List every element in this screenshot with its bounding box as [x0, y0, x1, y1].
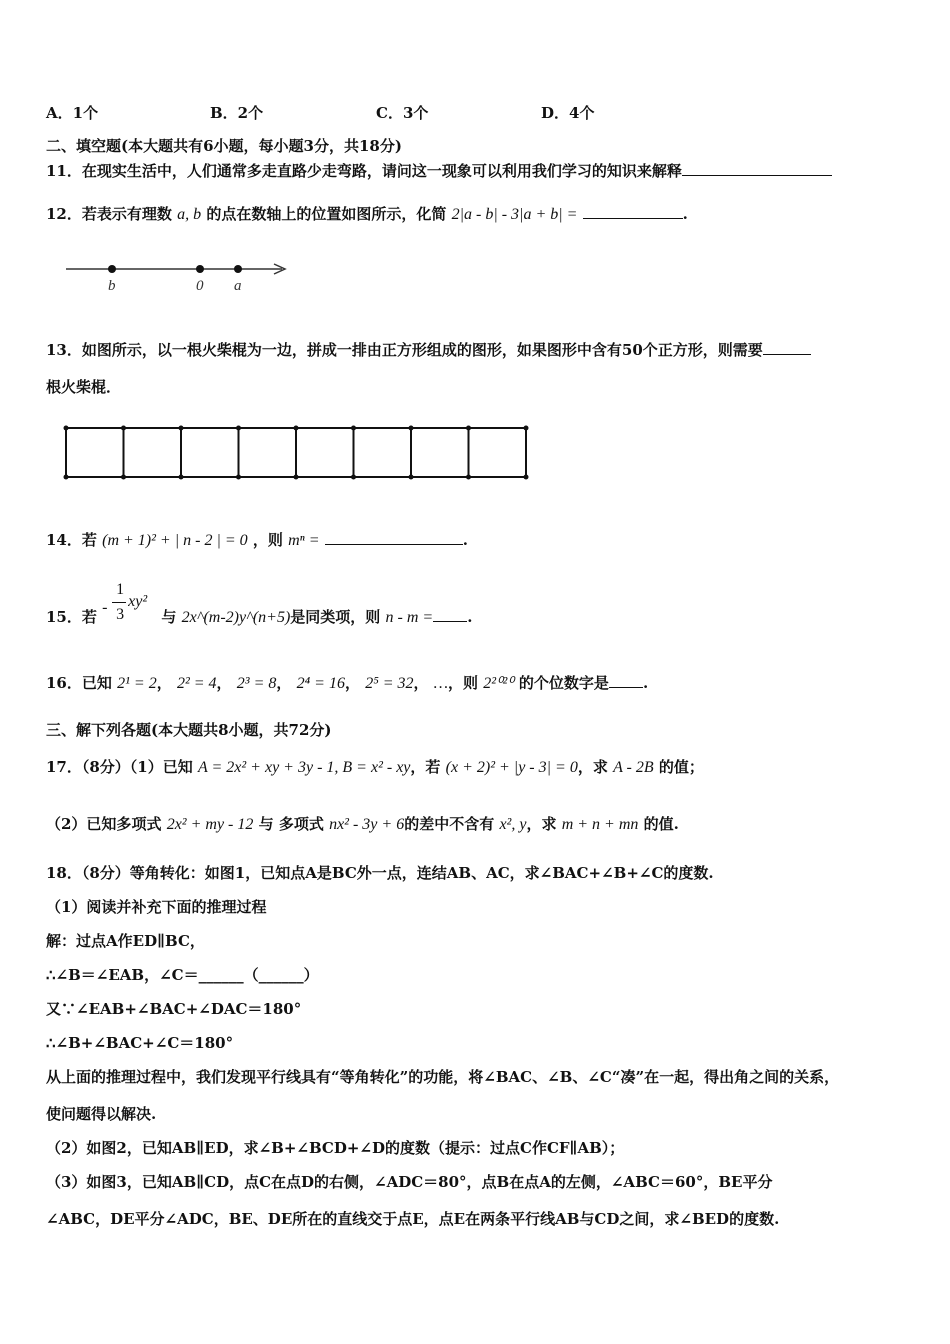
q14-expression: (m + 1)² + | n - 2 | = 0: [102, 532, 248, 549]
question-17-part1: [46, 757, 704, 778]
q18-line-5: 又∵∠EAB+∠BAC+∠DAC＝180°: [46, 1000, 302, 1018]
q16-power-2: 2² = 4: [176, 675, 217, 692]
label-b: b: [108, 278, 116, 294]
q17-2-poly2: nx² - 3y + 6: [329, 816, 405, 833]
q15-expression: n - m =: [385, 609, 434, 626]
q18-line-8: 使问题得以解决.: [46, 1105, 157, 1123]
q11-text: 11．在现实生活中，人们通常多走直路少走弯路，请问这一现象可以利用我们学习的知识来解释: [46, 162, 682, 180]
q12-expression: 2|a - b| - 3|a + b| =: [451, 206, 578, 223]
q16-ellipsis: …: [433, 675, 449, 692]
q14-end: .: [462, 531, 468, 549]
number-line-figure: [60, 258, 300, 298]
q18-line-11: ∠ABC，DE平分∠ADC，BE、DE所在的直线交于点E，点E在两条平行线AB与CD之间，求∠BED的度数.: [46, 1210, 780, 1228]
label-a: a: [234, 278, 242, 294]
q17-2-target: m + n + mn: [561, 816, 639, 833]
q14-answer-blank[interactable]: [325, 530, 463, 545]
question-13-line2: 根火柴棍．: [46, 378, 122, 396]
q16-end: .: [642, 674, 649, 692]
q18-line-1: 18．（8分）等角转化：如图1，已知点A是BC外一点，连结AB、AC，求∠BAC+∠B+∠C的度数.: [46, 864, 714, 882]
question-12: [46, 204, 688, 225]
q15-frac-num: 1: [116, 581, 125, 598]
q14-mid: ，则: [252, 531, 283, 549]
question-11: [46, 161, 832, 181]
q17-end: 的值；: [658, 758, 704, 776]
option-c: C．3个: [376, 104, 429, 122]
q11-answer-blank[interactable]: [682, 161, 832, 176]
question-16: 16．已知 2¹ = 2， 2² = 4， 2³ = 8， 2⁴ = 16， 2⁵ = 32， …，则 2²⁰²⁰ 的个位数字是 .: [46, 674, 649, 692]
q16-power-5: 2⁵ = 32: [365, 675, 414, 692]
q18-line-3: 解：过点A作ED∥BC，: [46, 932, 205, 950]
q17-2-poly1: 2x² + my - 12: [166, 816, 254, 833]
q18-line-10: （3）如图3，已知AB∥CD，点C在点D的右侧，∠ADC＝80°，点B在点A的左侧，∠ABC＝60°，BE平分: [46, 1173, 773, 1191]
point-b: [108, 265, 116, 273]
q16-power-4: 2⁴ = 16: [296, 675, 345, 692]
label-zero: 0: [196, 278, 204, 294]
q17-2-prefix: （2）已知多项式: [46, 815, 162, 833]
q16-power-3: 2³ = 8: [236, 675, 277, 692]
option-d: D．4个: [541, 104, 595, 122]
q16-answer-blank[interactable]: [609, 673, 643, 688]
q16-power-1: 2¹ = 2: [117, 675, 157, 692]
q12-mid: 的点在数轴上的位置如图所示，化简: [206, 205, 447, 223]
q18-line-7: 从上面的推理过程中，我们发现平行线具有“等角转化”的功能，将∠BAC、∠B、∠C“凑”在一起，得出角之间的关系，: [46, 1068, 840, 1086]
q12-end: .: [682, 205, 688, 223]
option-b: B．2个: [210, 104, 264, 122]
q15-mid: 与: [161, 608, 177, 626]
q17-mid: ，若: [410, 758, 441, 776]
point-a: [234, 265, 242, 273]
q14-expression-2: mⁿ =: [288, 532, 320, 549]
q16-expression: 2²⁰²⁰: [483, 675, 514, 692]
point-zero: [196, 265, 204, 273]
q12-vars: a, b: [177, 206, 202, 223]
q18-line-9: （2）如图2，已知AB∥ED，求∠B+∠BCD+∠D的度数（提示：过点C作CF∥AB）；: [46, 1139, 625, 1157]
q16-text: 的个位数字是: [518, 674, 609, 692]
q16-mid: ，则: [448, 674, 479, 692]
section-3-heading: 三、解下列各题(本大题共8小题，共72分): [46, 721, 332, 739]
q13-answer-blank[interactable]: [763, 340, 811, 355]
q17-prefix: 17．（8分）（1）已知: [46, 758, 193, 776]
q17-2-text: 的差中不含有: [404, 815, 495, 833]
section-2-heading: 二、填空题(本大题共有6小题，每小题3分，共18分): [46, 137, 402, 155]
q15-term2: 2x^(m-2)y^(n+5): [181, 609, 291, 626]
matchstick-squares-figure: [60, 422, 535, 486]
q17-2-end: 的值.: [643, 815, 679, 833]
q15-term1-vars: xy²: [128, 593, 148, 610]
q15-prefix: 15．若: [46, 608, 97, 626]
q15-frac-den: 3: [116, 606, 125, 623]
option-a: A．1个: [46, 104, 99, 122]
q15-end: .: [467, 608, 473, 626]
q17-ask: ，求: [577, 758, 608, 776]
question-14: [46, 530, 468, 551]
q12-answer-blank[interactable]: [583, 204, 683, 219]
q15-answer-blank[interactable]: [433, 607, 467, 622]
question-17-part2: [46, 814, 679, 835]
question-13-line1: [46, 340, 811, 360]
q17-condition: (x + 2)² + |y - 3| = 0: [445, 759, 578, 776]
question-15: [46, 581, 473, 628]
q17-expression-ab: A = 2x² + xy + 3y - 1, B = x² - xy: [197, 759, 411, 776]
q15-text: 是同类项，则: [290, 608, 381, 626]
q17-2-ask: ，求: [526, 815, 557, 833]
q18-line-2: （1）阅读并补充下面的推理过程: [46, 898, 267, 916]
q18-line-4: ∴∠B＝∠EAB，∠C＝______（______）: [46, 966, 319, 984]
q12-prefix: 12．若表示有理数: [46, 205, 172, 223]
q13-text-1: 13．如图所示，以一根火柴棍为一边，拼成一排由正方形组成的图形，如果图形中含有50个正方形，则需要: [46, 341, 763, 359]
q17-2-vars: x², y: [499, 816, 527, 833]
q17-target: A - 2B: [613, 759, 654, 776]
q14-prefix: 14．若: [46, 531, 97, 549]
q17-2-mid: 与 多项式: [258, 815, 324, 833]
q15-term1: - 1 3 xy²: [102, 581, 148, 623]
q16-prefix: 16．已知: [46, 674, 112, 692]
q18-line-6: ∴∠B+∠BAC+∠C＝180°: [46, 1034, 234, 1052]
